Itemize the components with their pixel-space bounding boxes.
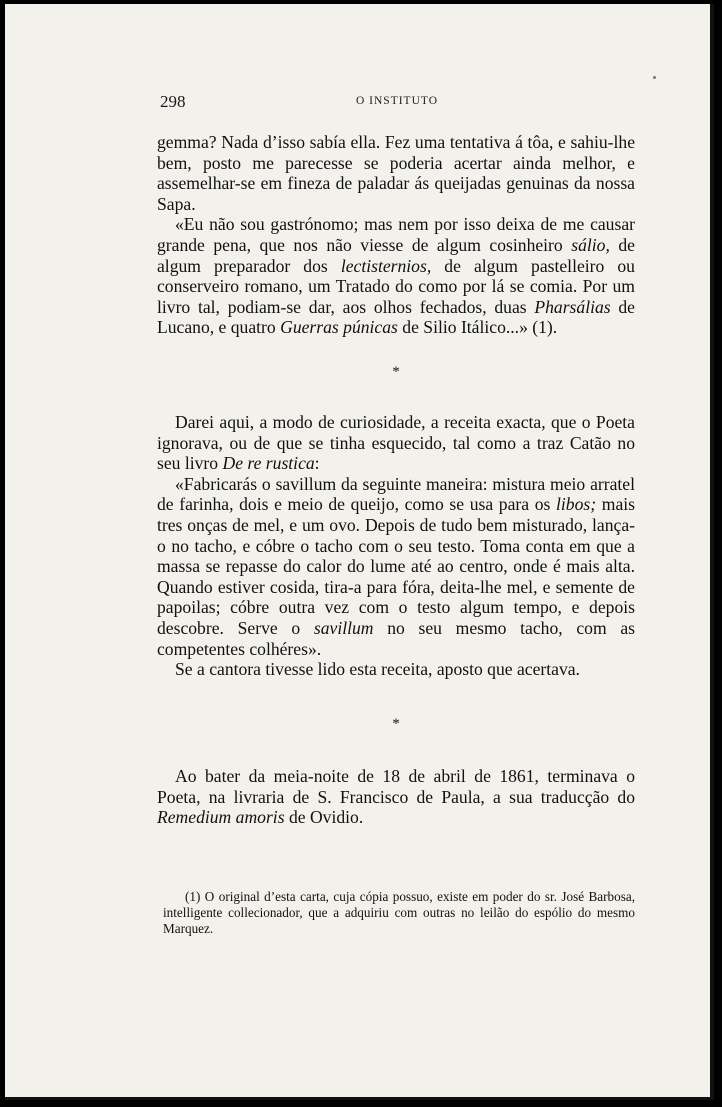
italic-run: Pharsálias <box>534 296 611 317</box>
italic-run: De re rustica <box>222 453 315 474</box>
paragraph-recipe <box>157 474 635 659</box>
paragraph-translation-date <box>157 766 635 828</box>
text-run: de Lucano, e quatro <box>157 296 635 338</box>
italic-run: libos; <box>556 494 597 515</box>
text-run: «Eu não sou gastrónomo; mas nem por isso deixa de me causar grande pena, que nos não viesse de algum cosinheiro <box>157 214 635 255</box>
text-run: no seu mesmo tacho, com as competentes colhéres». <box>157 617 635 659</box>
paragraph-letter-quote <box>157 214 635 338</box>
text-run: de Ovidio. <box>284 807 364 828</box>
paragraph-block-1 <box>157 132 635 338</box>
footnote <box>163 889 635 938</box>
text-run: «Fabricarás o savillum da seguinte maneira: mistura meio arratel de farinha, dois e meio de queijo, como se usa para os <box>157 473 635 515</box>
text-run: Darei aqui, a modo de curiosidade, a receita exacta, que o Poeta ignorava, ou de que se tinha esquecido, tal como a traz Catão no seu livro <box>157 412 635 474</box>
paragraph-continuation <box>157 132 635 214</box>
paragraph-text: gemma? Nada d’isso sabía ella. Fez uma tentativa á tôa, e sahiu-lhe bem, posto me parecesse se poderia acertar ainda melhor, e assemelhar-se em fineza de paladar ás queijadas genuinas da nossa Sapa. <box>157 132 635 214</box>
running-title: O INSTITUTO <box>355 95 439 107</box>
section-separator: * <box>392 716 400 732</box>
footnote-text: (1) O original d’esta carta, cuja cópia possuo, existe em poder do sr. José Barbosa, intelligente collecionador, que a adquiriu com outras no leilão do espólio do mesmo Marquez. <box>163 889 635 937</box>
page-number: 298 <box>160 92 186 111</box>
italic-run: Remedium amoris <box>157 807 285 828</box>
paper-speck <box>653 76 656 79</box>
paragraph-block-3 <box>157 766 635 828</box>
page-header <box>157 92 637 114</box>
text-run: : <box>314 453 320 474</box>
text-run: mais tres onças de mel, e um ovo. Depois de tudo bem misturado, lança-o no tacho, e cóbre o tacho com o seu testo. Toma conta em que a massa se repasse do calor do lume até ao centro, onde é mais alta. Quando estiver cosida, tira-a para fóra, deita-lhe mel, e semente de papoilas; cóbre outra vez com o testo algum tempo, e depois descobre. Serve o <box>157 494 635 638</box>
text-run: de algum pastelleiro ou conserveiro romano, um Tratado do como por lá se comia. Por um livro tal, podiam-se dar, aos olhos fechados, duas <box>157 255 635 317</box>
paragraph-conclusion <box>157 659 635 680</box>
text-run: de Silio Itálico...» (1). <box>397 317 558 338</box>
book-page <box>5 4 714 1100</box>
italic-run: sálio, <box>571 234 610 255</box>
italic-run: Guerras púnicas <box>280 317 398 338</box>
paragraph-intro-recipe <box>157 412 635 474</box>
text-run: Ao bater da meia-noite de 18 de abril de 1861, terminava o Poeta, na livraria de S. Francisco de Paula, a sua traducção do <box>157 766 635 807</box>
italic-run: lectisternios, <box>340 255 432 276</box>
italic-run: savillum <box>313 617 374 638</box>
section-separator: * <box>392 364 400 380</box>
paragraph-text: Se a cantora tivesse lido esta receita, aposto que acertava. <box>175 659 580 680</box>
paragraph-block-2 <box>157 412 635 680</box>
text-run: de algum preparador dos <box>157 234 635 276</box>
